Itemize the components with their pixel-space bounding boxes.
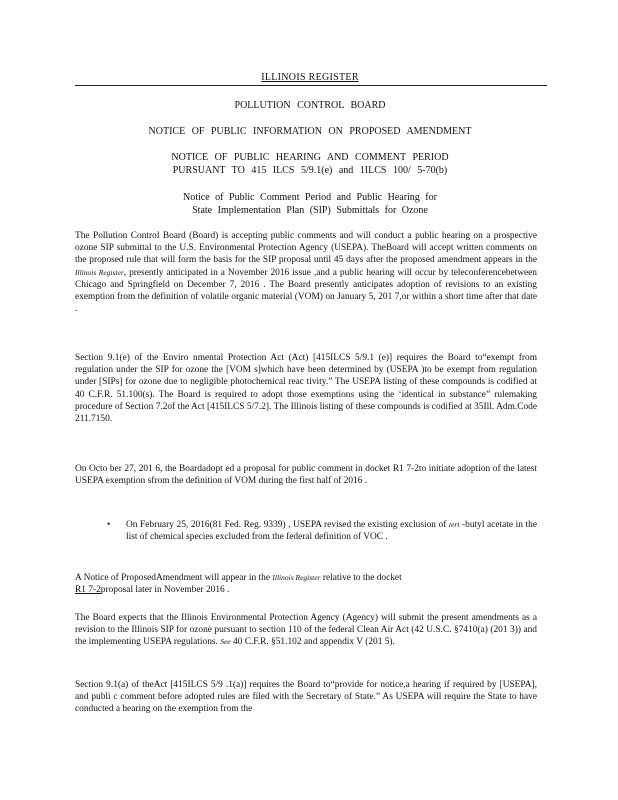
bullet-marker: •	[107, 520, 111, 530]
subject-line-1: Notice of Public Comment Period and Public Hearing for	[183, 192, 437, 203]
agency-name: POLLUTION CONTROL BOARD	[234, 100, 386, 111]
tert-italic: tert	[449, 520, 460, 529]
register-title: ILLINOIS REGISTER	[261, 72, 359, 83]
illinois-register-italic: Illinois Register	[75, 267, 124, 277]
paragraph-1: The Pollution Control Board (Board) is accepting public comments and will conduct a public hearing on a prospective ozone SIP submittal to the U.S. Environmental Protection Agency (USEPA). TheBoard will accept written comments on the proposed rule that will form the basis for the SIP proposal until 45 days after the proposed amendment appears in the Illinois Register, presently anticipated in a November 2016 issue ,and a public hearing will occur by teleconferencebetween Chicago and Springfield on December 7, 2016 . The Board presently anticipates adoption of revisions to an existing exemption from the definition of volatile organic material (VOM) on January 5, 201 7,or within a short time after that date .	[75, 231, 537, 315]
header-rule	[75, 85, 547, 86]
paragraph-2: Section 9.1(e) of the Enviro nmental Protection Act (Act) [415ILCS 5/9.1 (e)] requires the Board to“exempt from regulation under the SIP for ozone the [VOM s]which have been determined by (USEPA )to be exempt from regulation under [SIPs] for ozone due to negligible photochemical reac tivity.” The USEPA listing of these compounds is codified at 40 C.F.R. 51.100(s). The Board is required to adopt those exemptions using the ‘identical in substance” rulemaking procedure of Section 7.2of the Act [415ILCS 5/7.2]. The Illinois listing of these compounds is codified at 35Ill. Adm.Code 211.7150.	[75, 353, 537, 425]
subject-line-2: State Implementation Plan (SIP) Submittals for Ozone	[192, 205, 428, 216]
paragraph-6: Section 9.1(a) of theAct [415ILCS 5/9 .1(a)] requires the Board to“provide for notice,a hearing if required by [USEPA], and publi c comment before adopted rules are filed with the Secretary of State.” As USEPA will require the State to have conducted a hearing on the exemption from the	[75, 680, 537, 715]
see-italic: See	[220, 637, 231, 647]
paragraph-3: On Octo ber 27, 201 6, the Boardadopt ed a proposal for public comment in docket R1 7-2to initiate adoption of the latest USEPA exemption sfrom the definition of VOM during the first half of 2016 .	[75, 464, 537, 487]
illinois-register-italic-2: Illinois Register	[272, 573, 321, 582]
hearing-title-line-1: NOTICE OF PUBLIC HEARING AND COMMENT PERIOD	[171, 152, 449, 163]
register-header	[75, 72, 545, 83]
docket-number: R1 7-2	[75, 585, 101, 596]
bullet-text: On February 25, 2016(81 Fed. Reg. 9339) , USEPA revised the existing exclusion of tert -butyl acetate in the list of chemical species excluded from the federal definition of VOC .	[126, 520, 537, 543]
paragraph-4: A Notice of ProposedAmendment will appear in the Illinois Register relative to the docket R1 7-2proposal later in November 2016 .	[75, 573, 402, 596]
notice-title: NOTICE OF PUBLIC INFORMATION ON PROPOSED AMENDMENT	[148, 126, 472, 137]
paragraph-5: The Board expects that the Illinois Environmental Protection Agency (Agency) will submit the present amendments as a revision to the Illinois SIP for ozone pursuant to section 110 of the federal Clean Air Act (42 U.S.C. §7410(a) (201 3)) and the implementing USEPA regulations. See 40 C.F.R. §51.102 and appendix V (201 5).	[75, 613, 537, 648]
hearing-title-line-2: PURSUANT TO 415 ILCS 5/9.1(e) and 1ILCS 100/ 5-70(b)	[172, 165, 448, 176]
